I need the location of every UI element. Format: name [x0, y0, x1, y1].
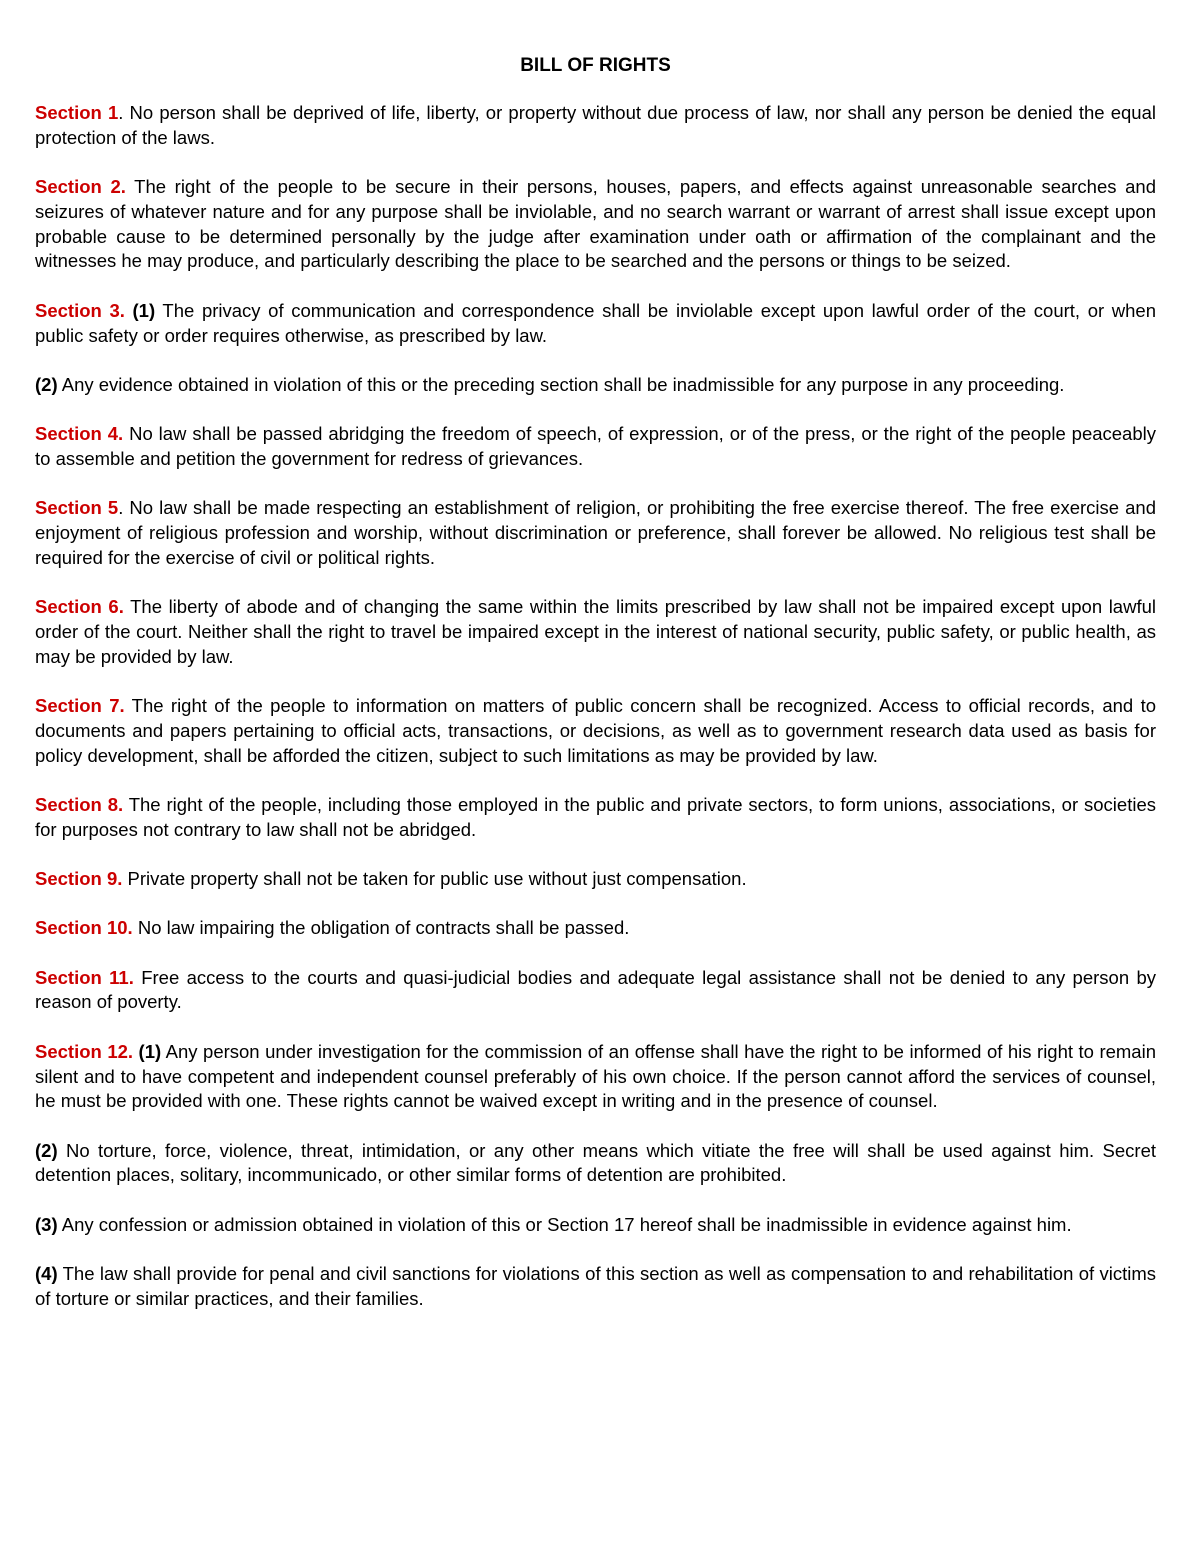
- section-text: The liberty of abode and of changing the same within the limits prescribed by law shall not be impaired except upon lawful order of the court. Neither shall the right to travel be impaired except in the interest of national security, public safety, or public health, as may be provided by law.: [35, 596, 1156, 667]
- section-label: Section 7.: [35, 695, 125, 717]
- section-12-1-paragraph: [35, 1040, 1156, 1114]
- section-text: No law impairing the obligation of contracts shall be passed.: [132, 917, 630, 939]
- section-10-paragraph: [35, 916, 1156, 941]
- section-2-paragraph: [35, 175, 1156, 274]
- section-text: The law shall provide for penal and civil sanctions for violations of this section as well as compensation to and rehabilitation of victims of torture or similar practices, and their families.: [35, 1263, 1156, 1309]
- section-1-paragraph: [35, 101, 1156, 151]
- section-7-paragraph: [35, 694, 1156, 768]
- section-label: Section 3.: [35, 299, 125, 321]
- section-text: The right of the people to be secure in their persons, houses, papers, and effects against unreasonable searches and seizures of whatever nature and for any purpose shall be inviolable, and no search warrant or warrant of arrest shall issue except upon probable cause to be determined personally by the judge after examination under oath or affirmation of the complainant and the witnesses he may produce, and particularly describing the place to be searched and the persons or things to be seized.: [35, 176, 1156, 272]
- section-label: Section 6.: [35, 596, 124, 618]
- document-title: BILL OF RIGHTS: [520, 55, 671, 76]
- subsection-number: (2): [35, 1139, 58, 1161]
- section-3-2-paragraph: [35, 373, 1156, 398]
- section-text: The right of the people to information on matters of public concern shall be recognized. Access to official records, and to documents and papers pertaining to official acts, transactions, or decisions, as well as to government research data used as basis for policy development, shall be afforded the citizen, subject to such limitations as may be provided by law.: [35, 695, 1157, 766]
- section-label: Section 10.: [35, 917, 133, 939]
- section-6-paragraph: [35, 595, 1156, 669]
- section-12-3-paragraph: [35, 1213, 1156, 1238]
- section-text: Any person under investigation for the commission of an offense shall have the right to be informed of his right to remain silent and to have competent and independent counsel preferably of his own choice. If the person cannot afford the services of counsel, he must be provided with one. These rights cannot be waived except in writing and in the presence of counsel.: [35, 1040, 1156, 1112]
- section-text: No torture, force, violence, threat, intimidation, or any other means which vitiate the free will shall be used against him. Secret detention places, solitary, incommunicado, or other similar forms of detention are prohibited.: [35, 1139, 1156, 1186]
- section-label: Section 12.: [35, 1040, 134, 1062]
- section-text: The privacy of communication and correspondence shall be inviolable except upon lawful order of the court, or when public safety or order requires otherwise, as prescribed by law.: [35, 299, 1157, 346]
- section-text: Any confession or admission obtained in violation of this or Section 17 hereof shall be inadmissible in evidence against him.: [57, 1213, 1072, 1235]
- subsection-number: (3): [35, 1213, 58, 1235]
- section-12-2-paragraph: [35, 1139, 1156, 1189]
- section-5-paragraph: [35, 496, 1156, 570]
- section-label: Section 5: [35, 497, 119, 519]
- section-text: Private property shall not be taken for public use without just compensation.: [122, 868, 747, 890]
- section-11-paragraph: [35, 966, 1156, 1016]
- section-9-paragraph: [35, 867, 1156, 892]
- section-label: Section 4.: [35, 423, 124, 445]
- subsection-number: (4): [35, 1263, 58, 1284]
- section-text: No law shall be passed abridging the freedom of speech, of expression, or of the press, or the right of the people peaceably to assemble and petition the government for redress of grievances.: [35, 423, 1156, 469]
- section-12-4-paragraph: [35, 1262, 1156, 1312]
- section-label: Section 11.: [35, 966, 134, 988]
- section-label: Section 1: [35, 102, 119, 123]
- section-text: Any evidence obtained in violation of this or the preceding section shall be inadmissible for any purpose in any proceeding.: [57, 373, 1065, 395]
- subsection-number: (1): [133, 1040, 162, 1062]
- document-page: [35, 53, 1156, 1336]
- section-text: . No law shall be made respecting an establishment of religion, or prohibiting the free exercise thereof. The free exercise and enjoyment of religious profession and worship, without discrimination or preference, shall forever be allowed. No religious test shall be required for the exercise of civil or political rights.: [35, 497, 1156, 568]
- subsection-number: (1): [124, 299, 156, 321]
- section-text: . No person shall be deprived of life, liberty, or property without due process of law, nor shall any person be denied the equal protection of the laws.: [35, 102, 1156, 148]
- section-8-paragraph: [35, 793, 1156, 843]
- section-text: Free access to the courts and quasi-judicial bodies and adequate legal assistance shall not be denied to any person by reason of poverty.: [35, 966, 1157, 1013]
- section-3-1-paragraph: [35, 299, 1156, 349]
- section-4-paragraph: [35, 422, 1156, 472]
- section-text: The right of the people, including those employed in the public and private sectors, to form unions, associations, or societies for purposes not contrary to law shall not be abridged.: [35, 793, 1156, 840]
- section-label: Section 8.: [35, 793, 124, 815]
- section-label: Section 9.: [35, 868, 123, 890]
- subsection-number: (2): [35, 373, 58, 395]
- section-label: Section 2.: [35, 176, 126, 198]
